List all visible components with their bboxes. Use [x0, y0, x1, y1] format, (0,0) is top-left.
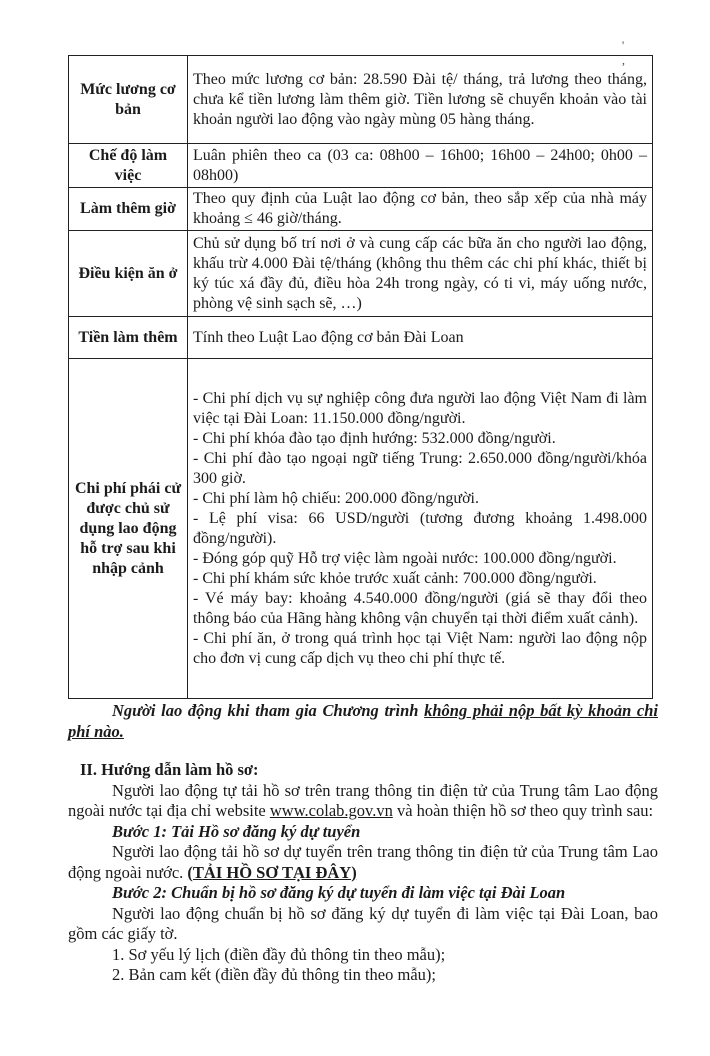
intro-paragraph — [68, 781, 658, 822]
row-label: Điều kiện ăn ở — [69, 231, 188, 317]
cost-item: - Vé máy bay: khoảng 4.540.000 đồng/người (giá sẽ thay đổi theo thông báo của Hãng hàng không vận chuyển tại thời điểm xuất cảnh). — [193, 589, 647, 627]
download-link[interactable]: (TẢI HỒ SƠ TẠI ĐÂY) — [187, 862, 357, 882]
page-mark: ' , — [622, 38, 655, 67]
note-emphasis: không phải nộp bất kỳ khoản chi phí nào. — [68, 701, 658, 741]
list-item: 1. Sơ yếu lý lịch (điền đầy đủ thông tin theo mẫu); — [112, 944, 446, 964]
no-fee-note — [68, 700, 658, 742]
cost-item: - Chi phí đào tạo ngoại ngữ tiếng Trung: 2.650.000 đồng/người/khóa 300 giờ. — [193, 449, 647, 487]
section-heading: II. Hướng dẫn làm hồ sơ: — [80, 760, 259, 779]
step1-text: Người lao động tải hồ sơ dự tuyển trên trang thông tin điện tử của Trung tâm Lao động ngoài nước. — [68, 842, 658, 882]
website-link[interactable]: www.colab.gov.vn — [269, 801, 393, 820]
table-row — [69, 56, 653, 144]
list-item: 2. Bản cam kết (điền đầy đủ thông tin theo mẫu); — [112, 965, 436, 984]
cost-item: - Chi phí khóa đào tạo định hướng: 532.000 đồng/người. — [193, 429, 556, 447]
cost-item: - Lệ phí visa: 66 USD/người (tương đương khoảng 1.498.000 đồng/người). — [193, 509, 647, 547]
cost-item: - Chi phí ăn, ở trong quá trình học tại Việt Nam: người lao động nộp cho đơn vị cung cấp dịch vụ theo chi phí thực tế. — [193, 629, 647, 667]
row-label: Tiền làm thêm — [69, 317, 188, 359]
row-value: Theo mức lương cơ bản: 28.590 Đài tệ/ tháng, trả lương theo tháng, chưa kể tiền lương làm thêm giờ. Tiền lương sẽ chuyển khoản vào tài khoản người lao động vào ngày mùng 05 hàng tháng. — [188, 56, 653, 144]
cost-item: - Chi phí khám sức khỏe trước xuất cảnh: 700.000 đồng/người. — [193, 569, 597, 587]
cost-item: - Chi phí dịch vụ sự nghiệp công đưa người lao động Việt Nam đi làm việc tại Đài Loan: 11.150.000 đồng/người. — [193, 389, 647, 427]
row-label: Mức lương cơ bản — [69, 56, 188, 144]
cost-item: - Đóng góp quỹ Hỗ trợ việc làm ngoài nước: 100.000 đồng/người. — [193, 549, 617, 567]
job-conditions-table — [68, 55, 653, 699]
row-label: Chế độ làm việc — [69, 144, 188, 188]
section-2 — [68, 760, 658, 986]
table-row — [69, 231, 653, 317]
step1-paragraph — [68, 842, 658, 883]
costs-list — [188, 359, 653, 699]
row-value: Tính theo Luật Lao động cơ bản Đài Loan — [188, 317, 653, 359]
intro-text-end: và hoàn thiện hồ sơ theo quy trình sau: — [392, 801, 654, 820]
cost-item: - Chi phí làm hộ chiếu: 200.000 đồng/người. — [193, 489, 479, 507]
step2-text: Người lao động chuẩn bị hồ sơ đăng ký dự tuyển đi làm việc tại Đài Loan, bao gồm các giấy tờ. — [68, 903, 658, 943]
step2-title: Bước 2: Chuẩn bị hồ sơ đăng ký dự tuyển đi làm việc tại Đài Loan — [112, 883, 566, 902]
row-label: Làm thêm giờ — [69, 188, 188, 231]
row-value: Chủ sử dụng bố trí nơi ở và cung cấp các bữa ăn cho người lao động, khấu trừ 4.000 Đài tệ/tháng (không thu thêm các chi phí khác, thiết bị ký túc xá đầy đủ, điều hòa 24h trong ngày, có ti vi, máy uống nước, phòng vệ sinh sạch sẽ, …) — [188, 231, 653, 317]
table-row — [69, 317, 653, 359]
row-value: Theo quy định của Luật lao động cơ bản, theo sắp xếp của nhà máy khoảng ≤ 46 giờ/tháng. — [188, 188, 653, 231]
step1-title: Bước 1: Tải Hồ sơ đăng ký dự tuyển — [112, 821, 361, 841]
table-row — [69, 359, 653, 699]
costs-label: Chi phí phái cử được chủ sử dụng lao động hỗ trợ sau khi nhập cảnh — [69, 359, 188, 699]
intro-text: Người lao động tự tải hồ sơ trên trang thông tin điện tử của Trung tâm Lao động ngoài nước tại địa chỉ website — [68, 780, 658, 820]
table-row — [69, 188, 653, 231]
note-prefix: Người lao động khi tham gia Chương trình — [112, 701, 425, 720]
row-value: Luân phiên theo ca (03 ca: 08h00 – 16h00; 16h00 – 24h00; 0h00 – 08h00) — [188, 144, 653, 188]
table-row — [69, 144, 653, 188]
